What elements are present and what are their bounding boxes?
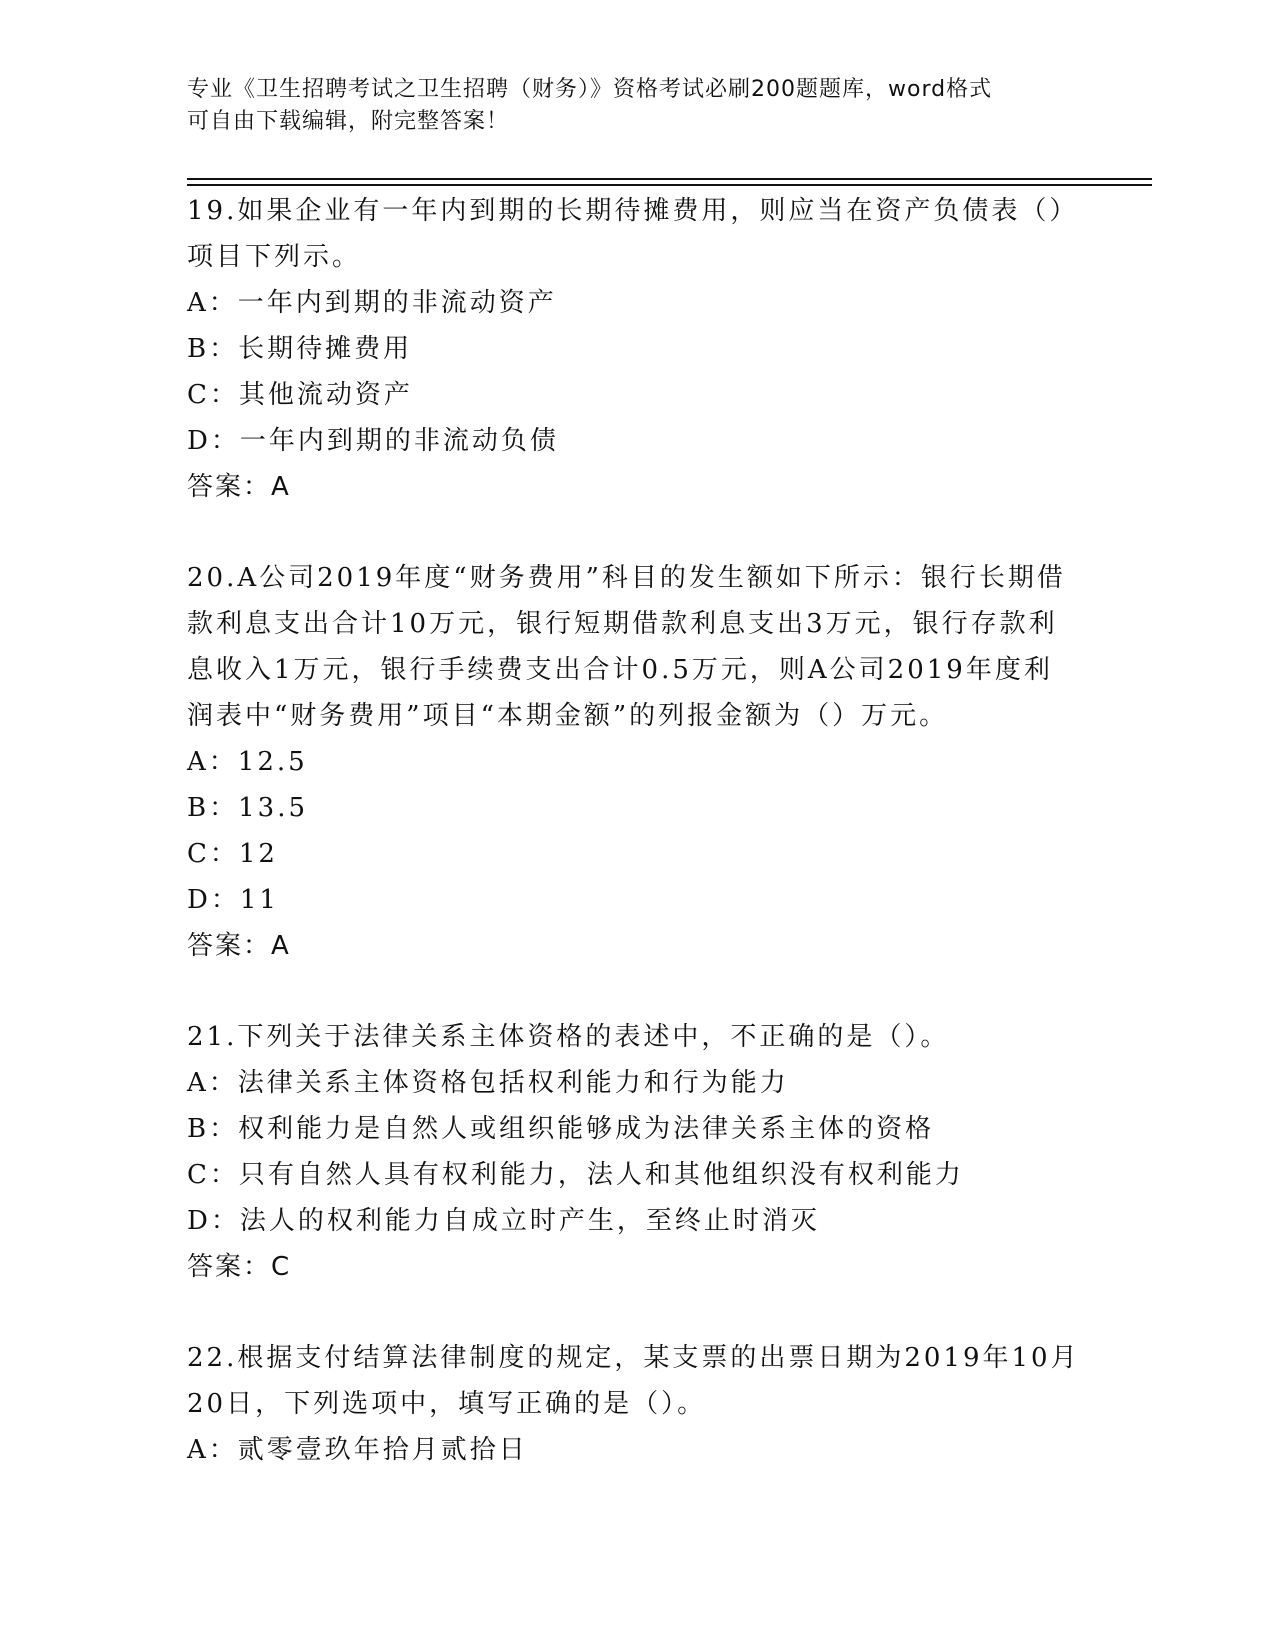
question-stem-line: 20日，下列选项中，填写正确的是（）。 bbox=[187, 1389, 707, 1419]
spacer bbox=[187, 510, 1087, 555]
header-line-1: 专业《卫生招聘考试之卫生招聘（财务）》资格考试必刷200题题库，word格式 bbox=[187, 77, 993, 102]
question-21 bbox=[187, 1014, 1087, 1290]
question-stem-line: 润表中“财务费用”项目“本期金额”的列报金额为（）万元。 bbox=[187, 701, 949, 731]
answer-line: 答案：A bbox=[187, 472, 291, 502]
question-stem-line: 息收入1万元，银行手续费支出合计0.5万元，则A公司2019年度利 bbox=[187, 655, 1053, 685]
answer-line: 答案：C bbox=[187, 1252, 292, 1282]
question-list bbox=[187, 188, 1087, 1473]
question-stem-line: 19.如果企业有一年内到期的长期待摊费用，则应当在资产负债表（） bbox=[187, 196, 1079, 226]
question-stem-line: 款利息支出合计10万元，银行短期借款利息支出3万元，银行存款利 bbox=[187, 609, 1058, 639]
question-stem-line: 22.根据支付结算法律制度的规定，某支票的出票日期为2019年10月 bbox=[187, 1343, 1080, 1373]
question-stem-line: 20.A公司2019年度“财务费用”科目的发生额如下所示：银行长期借 bbox=[187, 563, 1066, 593]
spacer bbox=[187, 969, 1087, 1014]
spacer bbox=[187, 1290, 1087, 1335]
option-d: D：一年内到期的非流动负债 bbox=[187, 426, 559, 456]
question-20 bbox=[187, 555, 1087, 969]
header-rule-bottom bbox=[187, 184, 1152, 186]
option-c: C：只有自然人具有权利能力，法人和其他组织没有权利能力 bbox=[187, 1160, 964, 1190]
answer-line: 答案：A bbox=[187, 931, 291, 961]
option-c: C：12 bbox=[187, 839, 278, 869]
header-line-2: 可自由下载编辑，附完整答案！ bbox=[187, 109, 510, 134]
option-b: B：13.5 bbox=[187, 793, 308, 823]
option-a: A：一年内到期的非流动资产 bbox=[187, 288, 557, 318]
header-rule-top bbox=[187, 178, 1152, 180]
question-stem-line: 21.下列关于法律关系主体资格的表述中，不正确的是（）。 bbox=[187, 1022, 950, 1052]
question-stem-line: 项目下列示。 bbox=[187, 242, 362, 272]
option-b: B：权利能力是自然人或组织能够成为法律关系主体的资格 bbox=[187, 1114, 935, 1144]
option-c: C：其他流动资产 bbox=[187, 380, 413, 410]
option-b: B：长期待摊费用 bbox=[187, 334, 413, 364]
document-header bbox=[187, 74, 1067, 138]
option-a: A：12.5 bbox=[187, 747, 308, 777]
option-a: A：贰零壹玖年拾月贰拾日 bbox=[187, 1435, 528, 1465]
option-a: A：法律关系主体资格包括权利能力和行为能力 bbox=[187, 1068, 789, 1098]
question-19 bbox=[187, 188, 1087, 510]
question-22 bbox=[187, 1335, 1087, 1473]
option-d: D：11 bbox=[187, 885, 279, 915]
option-d: D：法人的权利能力自成立时产生，至终止时消灭 bbox=[187, 1206, 820, 1236]
